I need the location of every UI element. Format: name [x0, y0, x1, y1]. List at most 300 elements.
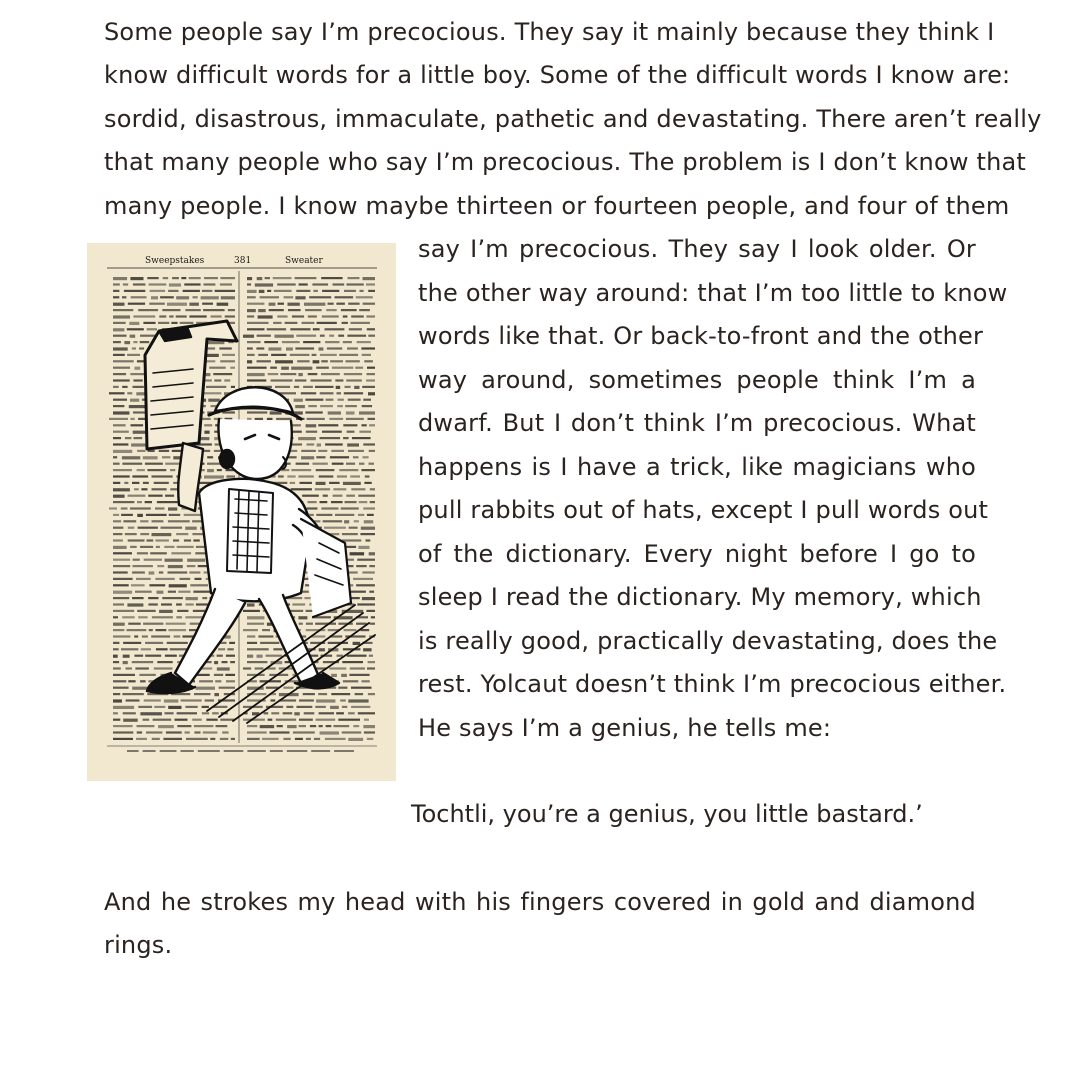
- dictionary-text-stroke: [166, 731, 182, 733]
- paragraph-line: is really good, practically devastating, does the: [418, 627, 998, 655]
- dictionary-text-stroke: [247, 283, 251, 285]
- dictionary-text-stroke: [269, 309, 284, 311]
- dictionary-text-stroke: [173, 539, 179, 541]
- dictionary-text-stroke: [113, 296, 119, 298]
- dictionary-text-stroke: [367, 738, 374, 740]
- dictionary-text-stroke: [337, 655, 343, 657]
- dictionary-text-stroke: [305, 411, 322, 413]
- dictionary-text-stroke: [222, 731, 229, 733]
- dictionary-text-stroke: [214, 661, 218, 664]
- dictionary-text-stroke: [176, 296, 189, 299]
- dictionary-text-stroke: [216, 725, 228, 727]
- dictionary-text-stroke: [341, 507, 359, 509]
- dictionary-text-stroke: [113, 597, 129, 599]
- dictionary-text-stroke: [320, 501, 328, 503]
- dictionary-text-stroke: [199, 680, 213, 682]
- dictionary-text-stroke: [113, 443, 128, 445]
- dictionary-text-stroke: [217, 667, 230, 670]
- dictionary-text-stroke: [367, 367, 375, 369]
- dictionary-text-stroke: [270, 411, 282, 414]
- dictionary-text-stroke: [158, 725, 174, 728]
- dictionary-text-stroke: [126, 699, 140, 701]
- dictionary-text-stroke: [140, 680, 146, 682]
- dictionary-text-stroke: [281, 367, 289, 370]
- dictionary-text-stroke: [152, 738, 160, 740]
- dictionary-text-stroke: [128, 495, 146, 497]
- dictionary-text-stroke: [276, 719, 296, 721]
- dictionary-footer-stroke: [181, 750, 194, 752]
- dictionary-text-stroke: [128, 539, 145, 541]
- dictionary-text-stroke: [189, 571, 200, 573]
- dictionary-text-stroke: [302, 322, 315, 324]
- dictionary-text-stroke: [113, 687, 129, 689]
- dictionary-text-stroke: [268, 719, 273, 721]
- paragraph-line: many people. I know maybe thirteen or fourteen people, and four of them: [104, 192, 1010, 220]
- dictionary-text-stroke: [143, 482, 149, 484]
- dictionary-text-stroke: [319, 712, 334, 714]
- dictionary-text-stroke: [113, 706, 134, 709]
- dictionary-text-stroke: [270, 367, 277, 369]
- dictionary-text-stroke: [350, 475, 360, 477]
- dictionary-text-stroke: [152, 475, 173, 477]
- dictionary-text-stroke: [331, 674, 337, 677]
- dictionary-text-stroke: [306, 424, 317, 427]
- dictionary-text-stroke: [152, 616, 173, 618]
- dictionary-text-stroke: [351, 687, 372, 689]
- dictionary-text-stroke: [319, 347, 324, 350]
- paragraph-line: know difficult words for a little boy. Some of the difficult words I know are:: [104, 61, 1011, 89]
- dictionary-text-stroke: [163, 277, 168, 279]
- dictionary-text-stroke: [123, 655, 130, 658]
- dictionary-text-stroke: [336, 712, 344, 714]
- dictionary-text-stroke: [122, 456, 140, 459]
- dictionary-text-stroke: [113, 488, 130, 491]
- dictionary-text-stroke: [337, 405, 343, 407]
- dictionary-text-stroke: [132, 661, 153, 663]
- dictionary-text-stroke: [195, 578, 202, 580]
- dictionary-text-stroke: [185, 309, 200, 311]
- paragraph-line: pull rabbits out of hats, except I pull words out: [418, 496, 989, 524]
- dictionary-text-stroke: [209, 367, 226, 369]
- dictionary-text-stroke: [283, 712, 293, 714]
- dictionary-text-stroke: [328, 642, 348, 644]
- dictionary-text-stroke: [319, 725, 323, 727]
- dictionary-text-stroke: [128, 527, 135, 529]
- dictionary-footer-stroke: [160, 750, 177, 752]
- dictionary-text-stroke: [226, 680, 235, 682]
- dictionary-text-stroke: [159, 450, 169, 452]
- dictionary-text-stroke: [361, 469, 375, 471]
- dictionary-text-stroke: [255, 667, 264, 669]
- dictionary-text-stroke: [155, 507, 165, 509]
- dictionary-text-stroke: [123, 661, 128, 664]
- dictionary-text-stroke: [113, 360, 134, 362]
- dictionary-text-stroke: [316, 469, 335, 471]
- dictionary-text-stroke: [315, 386, 334, 388]
- dictionary-text-stroke: [157, 501, 179, 503]
- dictionary-text-stroke: [127, 328, 144, 330]
- dictionary-text-stroke: [113, 699, 122, 702]
- dictionary-text-stroke: [369, 450, 375, 452]
- dictionary-text-stroke: [353, 725, 359, 727]
- dictionary-text-stroke: [320, 405, 333, 407]
- dictionary-text-stroke: [283, 687, 293, 689]
- dictionary-text-stroke: [136, 578, 151, 580]
- dictionary-text-stroke: [348, 399, 361, 401]
- dictionary-text-stroke: [113, 571, 128, 573]
- dictionary-text-stroke: [140, 712, 162, 715]
- dictionary-text-stroke: [165, 495, 174, 497]
- dictionary-text-stroke: [243, 610, 260, 612]
- dictionary-text-stroke: [168, 507, 177, 510]
- dictionary-text-stroke: [228, 309, 235, 311]
- dictionary-text-stroke: [370, 501, 375, 503]
- dictionary-text-stroke: [351, 315, 364, 317]
- dictionary-text-stroke: [123, 520, 136, 522]
- dictionary-text-stroke: [329, 667, 346, 669]
- dictionary-footer-stroke: [224, 750, 244, 752]
- dictionary-text-stroke: [364, 360, 373, 362]
- dictionary-text-stroke: [314, 738, 320, 740]
- dictionary-text-stroke: [206, 386, 226, 388]
- dictionary-text-stroke: [275, 360, 293, 363]
- dictionary-text-stroke: [113, 379, 130, 381]
- dictionary-text-stroke: [325, 341, 339, 343]
- paragraph-line: of the dictionary. Every night before I go to: [418, 540, 976, 568]
- dictionary-text-stroke: [130, 335, 136, 338]
- dictionary-text-stroke: [330, 456, 349, 458]
- dictionary-text-stroke: [247, 373, 265, 376]
- dictionary-text-stroke: [169, 315, 173, 317]
- dictionary-text-stroke: [155, 539, 169, 541]
- dictionary-text-stroke: [174, 635, 181, 637]
- dictionary-text-stroke: [247, 648, 269, 650]
- dictionary-text-stroke: [159, 315, 166, 317]
- dictionary-text-stroke: [320, 392, 334, 394]
- dictionary-text-stroke: [154, 667, 173, 669]
- dictionary-text-stroke: [138, 616, 147, 618]
- dictionary-text-stroke: [113, 463, 120, 465]
- dictionary-text-stroke: [113, 539, 123, 541]
- dictionary-text-stroke: [122, 463, 142, 465]
- paragraph-line: way around, sometimes people think I’m a: [418, 366, 976, 394]
- dictionary-text-stroke: [278, 475, 284, 477]
- dictionary-text-stroke: [168, 629, 186, 631]
- dictionary-text-stroke: [270, 731, 290, 733]
- dictionary-text-stroke: [247, 738, 260, 740]
- dictionary-text-stroke: [210, 738, 215, 740]
- dictionary-text-stroke: [276, 418, 292, 420]
- dictionary-text-stroke: [344, 392, 363, 394]
- dictionary-text-stroke: [113, 623, 125, 626]
- dictionary-text-stroke: [348, 712, 355, 714]
- dictionary-text-stroke: [326, 309, 337, 311]
- dictionary-text-stroke: [220, 277, 235, 279]
- dictionary-text-stroke: [183, 290, 200, 292]
- dictionary-text-stroke: [358, 514, 364, 516]
- dictionary-text-stroke: [130, 507, 151, 509]
- dictionary-text-stroke: [113, 533, 122, 535]
- dictionary-text-stroke: [113, 635, 130, 637]
- dictionary-text-stroke: [149, 283, 167, 285]
- dictionary-text-stroke: [332, 463, 344, 465]
- dictionary-text-stroke: [336, 303, 345, 305]
- dictionary-text-stroke: [301, 392, 316, 394]
- dictionary-text-stroke: [317, 443, 321, 446]
- dictionary-text-stroke: [327, 347, 342, 349]
- dictionary-text-stroke: [349, 527, 358, 529]
- dictionary-text-stroke: [320, 731, 339, 734]
- dictionary-text-stroke: [358, 495, 375, 497]
- dictionary-text-stroke: [264, 341, 278, 343]
- dictionary-text-stroke: [318, 450, 327, 452]
- dictionary-text-stroke: [308, 373, 318, 375]
- dictionary-text-stroke: [348, 738, 363, 741]
- dictionary-text-stroke: [318, 424, 338, 426]
- dictionary-text-stroke: [304, 712, 315, 714]
- paragraph-line: dwarf. But I don’t think I’m precocious. What: [418, 409, 976, 437]
- dictionary-text-stroke: [135, 367, 141, 370]
- dictionary-text-stroke: [218, 648, 225, 650]
- dictionary-text-stroke: [189, 277, 201, 279]
- dictionary-text-stroke: [275, 335, 294, 338]
- dictionary-text-stroke: [328, 303, 334, 305]
- dictionary-text-stroke: [286, 347, 293, 350]
- dictionary-text-stroke: [113, 303, 125, 306]
- dictionary-text-stroke: [333, 495, 343, 497]
- dictionary-text-stroke: [137, 450, 145, 452]
- dictionary-page-illustration: [87, 243, 396, 781]
- dictionary-text-stroke: [356, 565, 367, 567]
- dictionary-text-stroke: [247, 347, 253, 349]
- dictionary-text-stroke: [109, 392, 125, 394]
- dictionary-text-stroke: [186, 603, 194, 605]
- dictionary-text-stroke: [202, 290, 213, 292]
- dictionary-text-stroke: [358, 712, 375, 714]
- dictionary-text-stroke: [331, 501, 343, 503]
- dictionary-text-stroke: [131, 424, 144, 426]
- dictionary-text-stroke: [268, 347, 281, 350]
- dictionary-text-stroke: [331, 450, 344, 452]
- dictionary-text-stroke: [303, 341, 320, 343]
- dictionary-text-stroke: [321, 507, 338, 509]
- dictionary-text-stroke: [368, 290, 375, 292]
- dictionary-text-stroke: [113, 725, 133, 727]
- dictionary-text-stroke: [332, 367, 353, 369]
- dictionary-text-stroke: [295, 347, 314, 349]
- dictionary-text-stroke: [312, 354, 317, 356]
- dictionary-text-stroke: [330, 360, 343, 362]
- dictionary-text-stroke: [113, 290, 119, 292]
- dictionary-text-stroke: [202, 597, 207, 599]
- dictionary-text-stroke: [113, 354, 125, 356]
- newsboy-illustration-svg: [87, 243, 396, 781]
- dictionary-text-stroke: [160, 296, 174, 298]
- dictionary-text-stroke: [140, 546, 153, 548]
- dictionary-text-stroke: [123, 712, 136, 714]
- dictionary-text-stroke: [363, 725, 375, 728]
- dictionary-text-stroke: [345, 501, 357, 503]
- dictionary-text-stroke: [322, 290, 339, 292]
- dictionary-text-stroke: [145, 655, 161, 657]
- dictionary-text-stroke: [138, 706, 152, 708]
- dictionary-text-stroke: [113, 648, 119, 650]
- dictionary-text-stroke: [329, 482, 340, 484]
- dictionary-text-stroke: [333, 283, 345, 285]
- dictionary-text-stroke: [319, 648, 325, 651]
- dictionary-text-stroke: [170, 469, 175, 471]
- dictionary-text-stroke: [151, 296, 158, 299]
- dictionary-text-stroke: [307, 443, 315, 445]
- dictionary-text-stroke: [313, 290, 318, 292]
- dictionary-text-stroke: [113, 693, 120, 695]
- dictionary-text-stroke: [150, 290, 166, 292]
- dictionary-text-stroke: [283, 738, 290, 740]
- dictionary-text-stroke: [136, 738, 147, 740]
- dictionary-text-stroke: [293, 731, 315, 733]
- dictionary-text-stroke: [166, 623, 186, 625]
- dictionary-text-stroke: [217, 303, 229, 306]
- dictionary-text-stroke: [124, 482, 128, 484]
- dictionary-text-stroke: [205, 699, 214, 701]
- dictionary-text-stroke: [346, 463, 355, 465]
- dictionary-text-stroke: [113, 475, 130, 477]
- dictionary-text-stroke: [247, 642, 257, 644]
- dictionary-text-stroke: [288, 303, 300, 306]
- dictionary-text-stroke: [137, 725, 155, 727]
- dictionary-text-stroke: [157, 661, 172, 663]
- dictionary-text-stroke: [316, 719, 336, 721]
- dictionary-text-stroke: [247, 379, 266, 381]
- dictionary-text-stroke: [368, 693, 375, 695]
- dictionary-text-stroke: [356, 623, 367, 625]
- dictionary-text-stroke: [208, 399, 220, 402]
- dictionary-text-stroke: [113, 616, 118, 618]
- dictionary-text-stroke: [259, 290, 265, 293]
- dictionary-text-stroke: [329, 335, 334, 337]
- dictionary-text-stroke: [347, 283, 364, 285]
- dictionary-text-stroke: [321, 373, 340, 375]
- dictionary-text-stroke: [355, 367, 363, 369]
- dictionary-text-stroke: [316, 456, 325, 458]
- dictionary-text-stroke: [258, 635, 273, 637]
- dictionary-text-stroke: [247, 303, 264, 305]
- dictionary-text-stroke: [348, 303, 359, 305]
- paragraph-line: rest. Yolcaut doesn’t think I’m precocious either.: [418, 670, 1007, 698]
- dictionary-text-stroke: [133, 315, 155, 317]
- dictionary-text-stroke: [277, 315, 287, 317]
- dictionary-text-stroke: [204, 277, 218, 279]
- dictionary-text-stroke: [113, 495, 125, 498]
- dictionary-text-stroke: [132, 571, 145, 573]
- dictionary-text-stroke: [168, 565, 183, 568]
- dictionary-text-stroke: [122, 296, 126, 298]
- dictionary-text-stroke: [113, 399, 127, 401]
- dictionary-text-stroke: [296, 463, 310, 465]
- dictionary-text-stroke: [206, 719, 217, 721]
- dictionary-text-stroke: [323, 495, 328, 497]
- dictionary-text-stroke: [350, 667, 365, 669]
- dictionary-text-stroke: [320, 354, 337, 356]
- dictionary-text-stroke: [113, 667, 121, 669]
- dictionary-text-stroke: [362, 680, 370, 682]
- dictionary-text-stroke: [142, 635, 148, 637]
- dictionary-text-stroke: [362, 597, 375, 600]
- dictionary-text-stroke: [340, 699, 346, 701]
- dictionary-text-stroke: [335, 296, 354, 298]
- dictionary-text-stroke: [169, 584, 187, 587]
- dictionary-text-stroke: [149, 571, 155, 574]
- dictionary-text-stroke: [302, 495, 319, 497]
- dictionary-text-stroke: [113, 373, 126, 375]
- dictionary-text-stroke: [303, 386, 313, 388]
- dictionary-text-stroke: [322, 431, 342, 433]
- dictionary-text-stroke: [190, 584, 208, 586]
- dictionary-text-stroke: [203, 731, 218, 733]
- dictionary-text-stroke: [150, 552, 167, 554]
- dictionary-text-stroke: [167, 303, 187, 306]
- dictionary-text-stroke: [147, 469, 166, 471]
- dictionary-text-stroke: [343, 315, 348, 317]
- dictionary-text-stroke: [316, 367, 329, 369]
- dictionary-text-stroke: [113, 341, 121, 343]
- dictionary-text-stroke: [346, 495, 355, 497]
- dictionary-text-stroke: [221, 296, 235, 299]
- illustration-header-right: Sweater: [285, 256, 323, 266]
- dictionary-text-stroke: [164, 699, 178, 702]
- dictionary-text-stroke: [258, 354, 268, 356]
- dictionary-text-stroke: [362, 354, 371, 356]
- dictionary-text-stroke: [350, 552, 365, 555]
- dictionary-text-stroke: [299, 283, 308, 285]
- dictionary-text-stroke: [222, 661, 228, 663]
- dictionary-text-stroke: [358, 546, 369, 549]
- dictionary-text-stroke: [360, 533, 375, 535]
- dictionary-text-stroke: [121, 648, 138, 650]
- dictionary-text-stroke: [213, 373, 232, 375]
- dictionary-text-stroke: [162, 309, 180, 311]
- dictionary-text-stroke: [287, 475, 295, 477]
- dictionary-text-stroke: [113, 591, 132, 594]
- dictionary-text-stroke: [139, 674, 155, 676]
- dictionary-text-stroke: [178, 591, 190, 593]
- dictionary-text-stroke: [341, 674, 347, 677]
- dictionary-text-stroke: [303, 693, 315, 695]
- dictionary-text-stroke: [139, 347, 144, 349]
- dictionary-text-stroke: [176, 603, 182, 605]
- dictionary-text-stroke: [298, 373, 302, 376]
- dictionary-text-stroke: [331, 693, 350, 695]
- dictionary-text-stroke: [113, 642, 119, 644]
- dictionary-text-stroke: [247, 354, 255, 356]
- dictionary-text-stroke: [113, 322, 126, 324]
- dictionary-text-stroke: [349, 328, 362, 330]
- dictionary-text-stroke: [113, 501, 134, 503]
- dictionary-text-stroke: [159, 610, 173, 613]
- dictionary-text-stroke: [247, 731, 267, 733]
- paragraph-line: rings.: [104, 931, 173, 959]
- dictionary-text-stroke: [247, 661, 267, 663]
- dictionary-footer-stroke: [311, 750, 330, 752]
- dictionary-text-stroke: [109, 418, 128, 420]
- dictionary-text-stroke: [247, 341, 261, 343]
- dictionary-text-stroke: [175, 719, 188, 721]
- dictionary-text-stroke: [352, 437, 371, 439]
- dictionary-text-stroke: [229, 642, 235, 644]
- paragraph-line: the other way around: that I’m too little to know: [418, 279, 1008, 307]
- dictionary-text-stroke: [152, 520, 164, 522]
- dictionary-text-stroke: [344, 373, 362, 375]
